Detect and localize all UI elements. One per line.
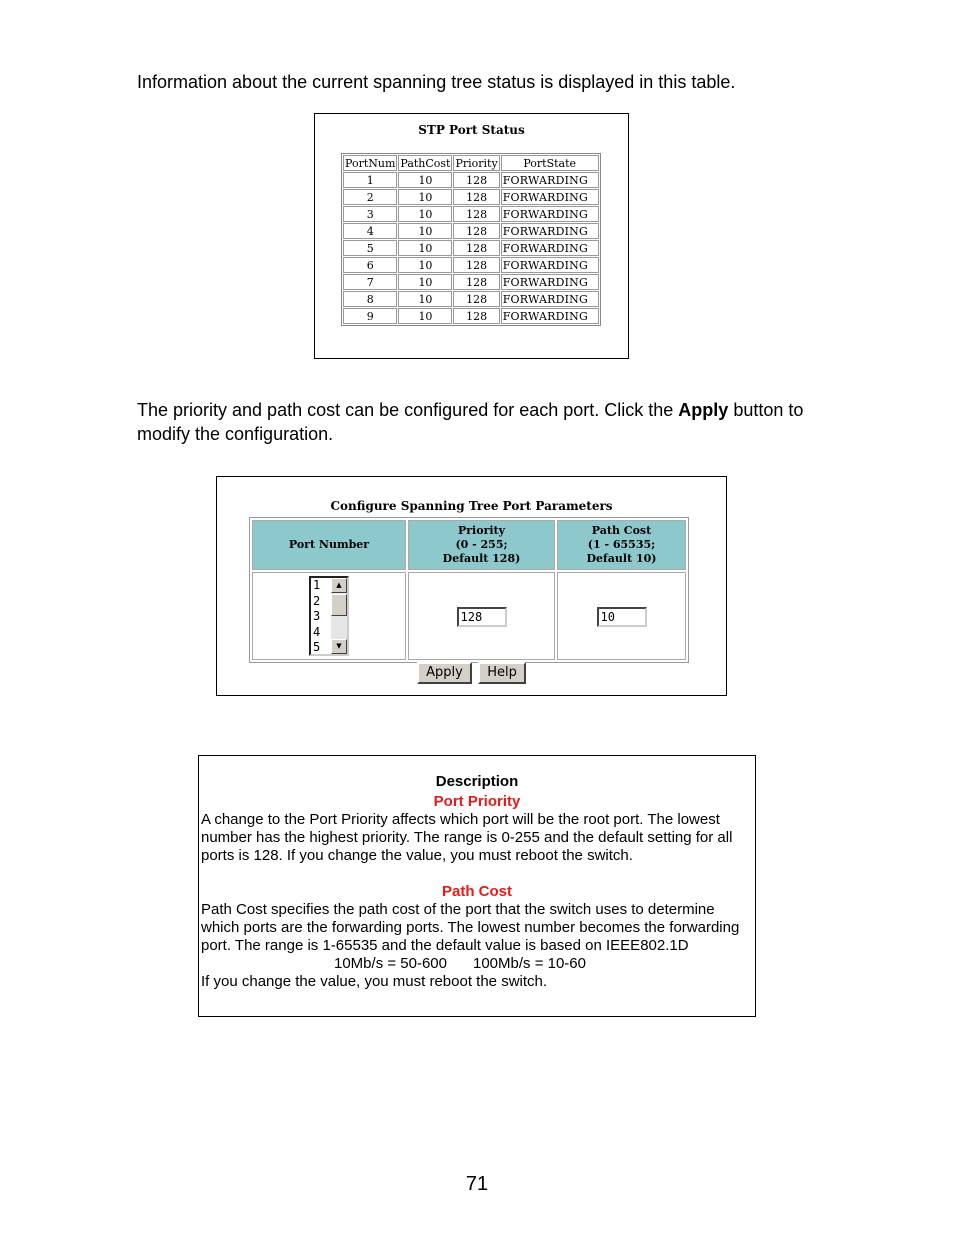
port-option[interactable]: 2 (313, 593, 321, 608)
config-text-after: button to modify the configuration. (137, 400, 804, 444)
cell-portnum: 5 (343, 240, 397, 256)
stp-row (343, 240, 599, 256)
apply-button[interactable]: Apply (417, 662, 472, 684)
cell-portstate: FORWARDING (501, 308, 599, 324)
stp-row (343, 257, 599, 273)
speed-10: 10Mb/s = 50-600 (334, 955, 447, 972)
cell-portstate: FORWARDING (501, 189, 599, 205)
stp-row (343, 189, 599, 205)
header-pathcost-line2: (1 - 65535; (587, 538, 656, 551)
priority-input[interactable]: 128 (457, 607, 507, 627)
cell-portnum: 3 (343, 206, 397, 222)
path-cost-text: Path Cost specifies the path cost of the port that the switch uses to determine which ports are the forwarding ports. The lowest number becomes the forwarding port. The range is 1-65535 and the default value is based on IEEE802.1D (201, 901, 740, 954)
cell-pathcost: 10 (398, 240, 452, 256)
description-heading: Description (435, 773, 519, 790)
description-box (198, 755, 756, 1017)
port-option[interactable]: 3 (313, 609, 321, 623)
page-number: 71 (465, 1173, 489, 1195)
cell-portstate: FORWARDING (501, 291, 599, 307)
help-button[interactable]: Help (478, 662, 526, 684)
stp-header-row (343, 155, 599, 171)
cell-portnum: 6 (343, 257, 397, 273)
cell-pathcost: 10 (398, 291, 452, 307)
stp-status-panel (314, 113, 629, 359)
cell-portnum: 9 (343, 308, 397, 324)
cell-priority: 128 (453, 189, 499, 205)
speed-100: 100Mb/s = 10-60 (473, 955, 586, 972)
configure-title: Configure Spanning Tree Port Parameters (330, 499, 613, 513)
col-pathcost: PathCost (400, 156, 451, 170)
cell-priority: 128 (453, 223, 499, 239)
button-row (217, 662, 726, 684)
cell-portnum: 7 (343, 274, 397, 290)
config-paragraph (137, 398, 857, 446)
scroll-down-icon[interactable]: ▼ (331, 639, 347, 654)
cell-priority: 128 (453, 291, 499, 307)
header-priority (408, 520, 555, 570)
cell-portstate: FORWARDING (501, 257, 599, 273)
port-option[interactable]: 5 (313, 640, 321, 654)
header-priority-line3: Default 128) (442, 552, 521, 565)
cell-portstate: FORWARDING (501, 172, 599, 188)
cell-pathcost: 10 (398, 274, 452, 290)
stp-status-title: STP Port Status (418, 123, 525, 137)
stp-row (343, 172, 599, 188)
col-priority: Priority (455, 156, 498, 170)
cell-priority: 128 (453, 240, 499, 256)
cell-portstate: FORWARDING (501, 223, 599, 239)
cell-portstate: FORWARDING (501, 240, 599, 256)
cell-pathcost: 10 (398, 257, 452, 273)
configure-table (249, 517, 689, 663)
port-priority-title: Port Priority (433, 793, 521, 810)
stp-row (343, 206, 599, 222)
cell-pathcost: 10 (398, 223, 452, 239)
configure-stp-panel (216, 476, 727, 696)
header-pathcost-line3: Default 10) (586, 552, 657, 565)
col-portstate: PortState (501, 155, 599, 171)
port-option[interactable]: 1 (313, 578, 321, 592)
stp-row (343, 308, 599, 324)
port-number-listbox[interactable] (309, 576, 349, 656)
cell-pathcost: 10 (398, 206, 452, 222)
stp-row (343, 291, 599, 307)
cell-priority: 128 (453, 172, 499, 188)
stp-row (343, 223, 599, 239)
cell-portstate: FORWARDING (501, 206, 599, 222)
stp-row (343, 274, 599, 290)
reboot-note: If you change the value, you must reboot the switch. (201, 973, 548, 990)
cell-priority: 128 (453, 274, 499, 290)
cell-priority: 128 (453, 257, 499, 273)
path-cost-input[interactable]: 10 (597, 607, 647, 627)
header-path-cost (557, 520, 686, 570)
port-option[interactable]: 4 (313, 624, 321, 639)
cell-pathcost: 10 (398, 189, 452, 205)
stp-status-table (341, 153, 601, 326)
path-cost-cell (557, 572, 686, 660)
cell-pathcost: 10 (398, 308, 452, 324)
speed-ranges (199, 955, 755, 973)
path-cost-title: Path Cost (441, 883, 512, 900)
cell-portnum: 2 (343, 189, 397, 205)
port-priority-text: A change to the Port Priority affects which port will be the root port. The lowest number has the highest priority. The range is 0-255 and the default setting for all ports is 128. If you change the value, you must reboot the switch. (201, 811, 733, 864)
cell-pathcost: 10 (398, 172, 452, 188)
cell-portnum: 1 (343, 172, 397, 188)
port-number-cell (252, 572, 406, 660)
cell-portstate: FORWARDING (501, 274, 599, 290)
intro-paragraph: Information about the current spanning tree status is displayed in this table. (137, 72, 736, 92)
port-options (313, 578, 320, 656)
col-portnum: PortNum (345, 156, 396, 170)
header-priority-line2: (0 - 255; (455, 538, 508, 551)
cell-priority: 128 (453, 206, 499, 222)
scroll-thumb[interactable] (331, 594, 347, 616)
priority-cell (408, 572, 555, 660)
listbox-scrollbar[interactable] (331, 578, 347, 654)
cell-priority: 128 (453, 308, 499, 324)
config-text-before: The priority and path cost can be configured for each port. Click the (137, 400, 679, 420)
scroll-up-icon[interactable]: ▲ (331, 578, 347, 593)
header-priority-line1: Priority (457, 524, 506, 537)
config-text-bold: Apply (678, 400, 729, 420)
cell-portnum: 8 (343, 291, 397, 307)
header-port-number: Port Number (252, 520, 406, 570)
cell-portnum: 4 (343, 223, 397, 239)
header-pathcost-line1: Path Cost (591, 524, 652, 537)
